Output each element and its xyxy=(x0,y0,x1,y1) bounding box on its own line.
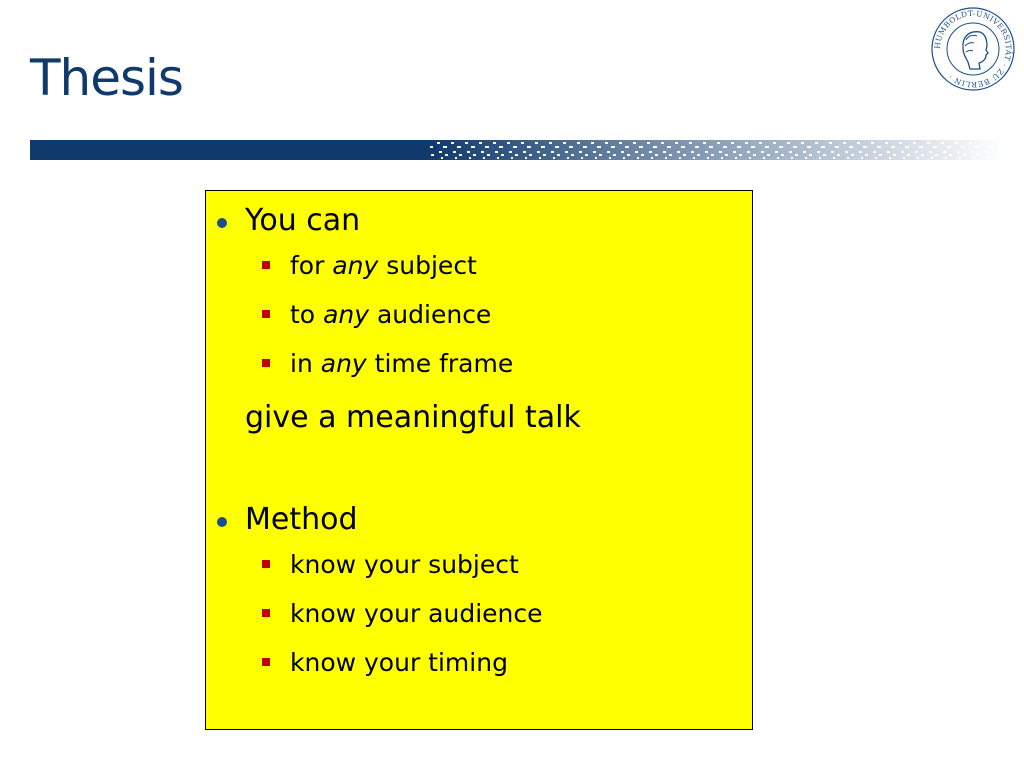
sub-bullet-item: know your subject xyxy=(206,540,752,589)
content-box xyxy=(205,190,753,730)
square-bullet-icon xyxy=(262,560,270,568)
bullet-list xyxy=(206,201,752,241)
bullet-heading: Method xyxy=(245,502,358,537)
round-bullet-icon xyxy=(217,517,227,527)
round-bullet-icon xyxy=(217,218,227,228)
sub-bullet-item: for any subject xyxy=(206,241,752,290)
square-bullet-icon xyxy=(262,310,270,318)
square-bullet-icon xyxy=(262,609,270,617)
continuation-text: give a meaningful talk xyxy=(245,400,581,435)
bullet-you-can xyxy=(206,201,752,241)
square-bullet-icon xyxy=(262,261,270,269)
title-divider-bar xyxy=(30,140,1006,160)
square-bullet-icon xyxy=(262,658,270,666)
slide-title: Thesis xyxy=(30,49,183,107)
square-bullet-icon xyxy=(262,359,270,367)
sub-bullet-item: know your timing xyxy=(206,638,752,687)
bullet-method xyxy=(206,500,752,540)
sub-bullet-list xyxy=(206,241,752,388)
sub-bullet-item: in any time frame xyxy=(206,339,752,388)
university-seal-logo xyxy=(930,6,1016,92)
sub-bullet-item: to any audience xyxy=(206,290,752,339)
svg-text:HUMBOLDT-UNIVERSITÄT · ZU BERL: HUMBOLDT-UNIVERSITÄT · ZU BERLIN · xyxy=(932,8,1014,90)
bullet-heading: You can xyxy=(245,203,361,238)
bullet-list xyxy=(206,500,752,540)
sub-bullet-list xyxy=(206,540,752,687)
sub-bullet-item: know your audience xyxy=(206,589,752,638)
